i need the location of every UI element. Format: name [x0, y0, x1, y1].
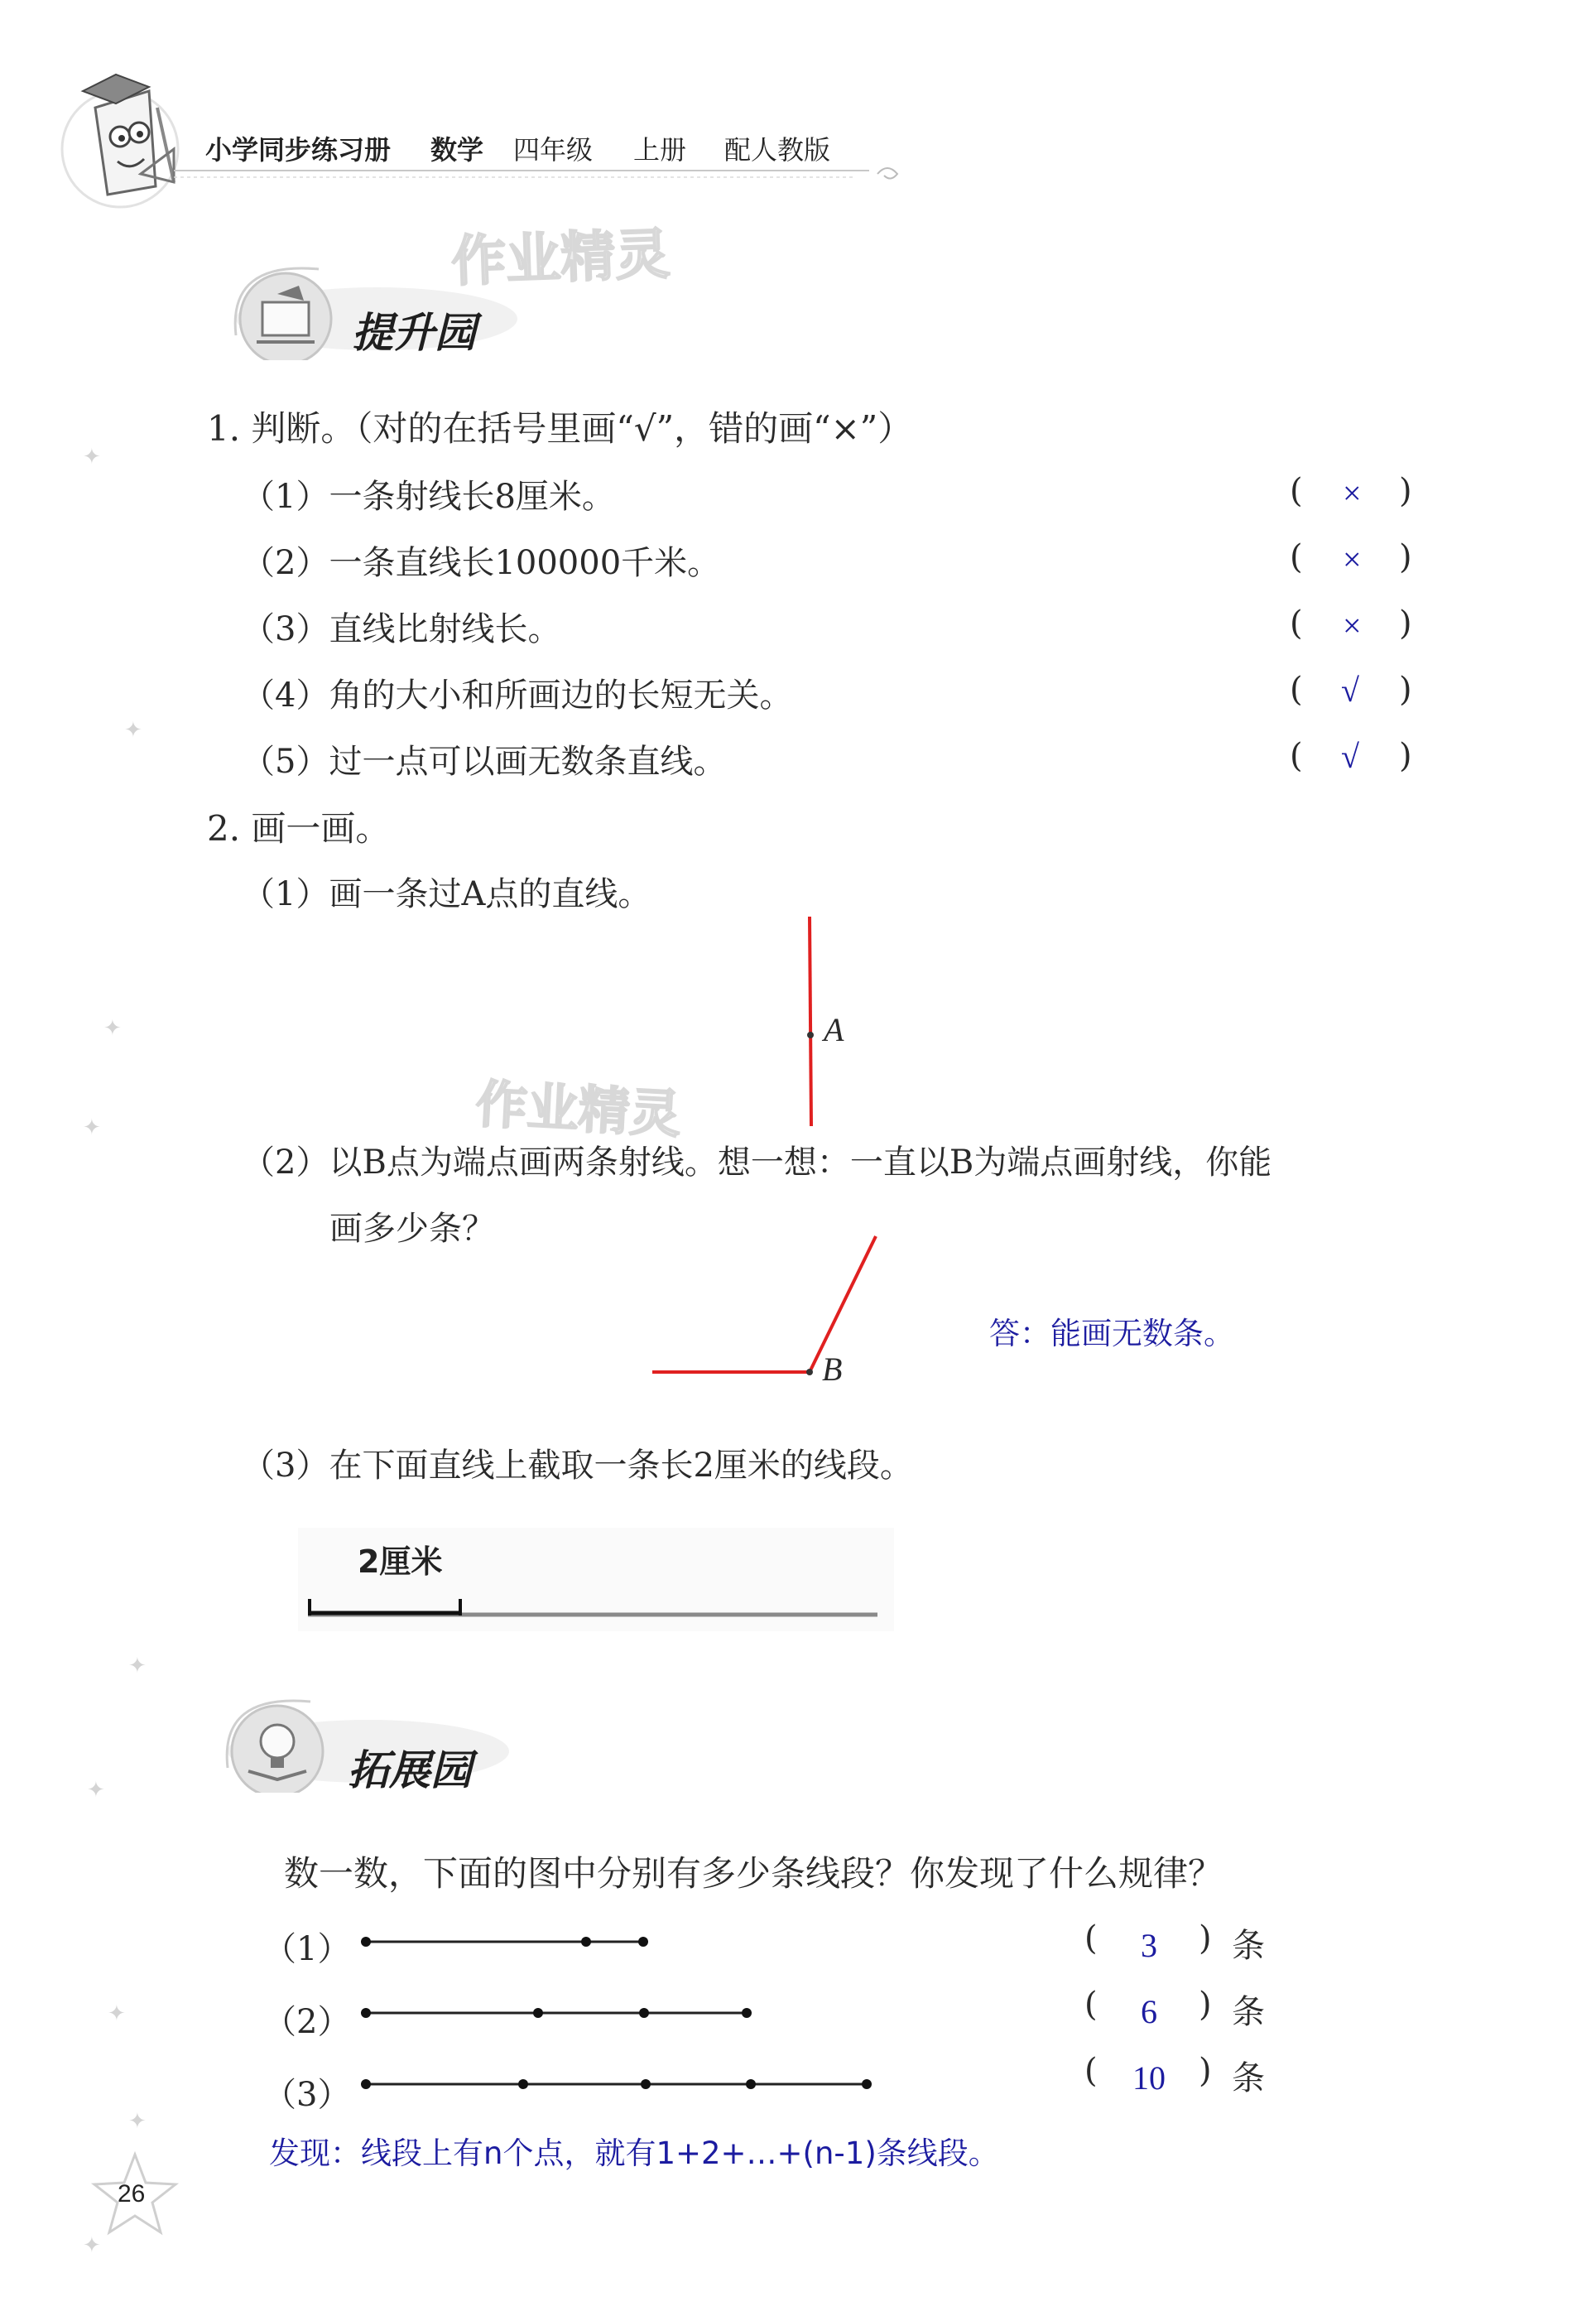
q1-answer-3[interactable]: × [1343, 607, 1362, 644]
finding-text[interactable]: 发现：线段上有n个点，就有1+2+…+(n-1)条线段。 [269, 2135, 999, 2171]
q2-part-1: （1）画一条过A点的直线。 [242, 875, 651, 913]
row-label: （2） [263, 2003, 351, 2041]
q1-answer-4[interactable]: √ [1341, 672, 1359, 709]
q2-prompt: 2. 画一画。 [207, 808, 391, 849]
grade-label: 四年级 [513, 134, 594, 166]
svg-text:✦: ✦ [83, 2233, 101, 2252]
watermark: 作业精灵 [449, 222, 671, 294]
segment-row-3 [356, 2072, 877, 2097]
svg-text:✦: ✦ [87, 1778, 105, 1803]
row-label: （3） [263, 2076, 351, 2114]
q1-answer-1[interactable]: × [1343, 474, 1362, 512]
row-1-answer[interactable]: 3 [1141, 1927, 1157, 1964]
svg-text:✦: ✦ [128, 1654, 147, 1678]
svg-text:✦: ✦ [83, 445, 101, 469]
q1-answer-5[interactable]: √ [1341, 738, 1359, 775]
paren-close: ) [1199, 2052, 1212, 2090]
page-number: 26 [118, 2180, 146, 2208]
q1-item-2: （2）一条直线长100000千米。 [242, 544, 721, 582]
counting-prompt: 数一数，下面的图中分别有多少条线段？你发现了什么规律？ [284, 1853, 1223, 1894]
watermark: 作业精灵 [474, 1073, 683, 1145]
unit-label: 条 [1232, 1993, 1265, 2031]
paren-close: ) [1399, 472, 1412, 510]
paren-open: ( [1290, 604, 1303, 643]
volume-label: 上册 [633, 134, 687, 166]
q1-item-3: （3）直线比射线长。 [242, 610, 561, 648]
paren-open: ( [1084, 2052, 1098, 2090]
point-a-label: A [824, 1011, 844, 1048]
segment-label: 2厘米 [358, 1543, 443, 1580]
paren-open: ( [1084, 1919, 1098, 1957]
q2-answer[interactable]: 答：能画无数条。 [989, 1316, 1234, 1351]
section-title: 拓展园 [348, 1745, 472, 1794]
header-rule [174, 162, 919, 195]
segment-row-1 [356, 1929, 662, 1954]
svg-text:✦: ✦ [103, 1016, 122, 1041]
paren-open: ( [1290, 671, 1303, 709]
paren-close: ) [1199, 1986, 1212, 2024]
q1-prompt: 1. 判断。（对的在括号里画“√”，错的画“×”） [207, 408, 913, 449]
paren-open: ( [1290, 538, 1303, 576]
decorative-stars [66, 431, 149, 2252]
row-2-answer[interactable]: 6 [1141, 1993, 1157, 2030]
rays-from-b [646, 1230, 894, 1383]
row-3-answer[interactable]: 10 [1132, 2059, 1166, 2097]
book-title: 小学同步练习册 [205, 134, 392, 166]
paren-close: ) [1399, 671, 1412, 709]
q1-answer-2[interactable]: × [1343, 541, 1362, 578]
q1-item-4: （4）角的大小和所画边的长短无关。 [242, 677, 793, 715]
q1-item-5: （5）过一点可以画无数条直线。 [242, 743, 727, 781]
q2-part-2-line1: （2）以B点为端点画两条射线。想一想：一直以B为端点画射线，你能 [242, 1144, 1272, 1182]
svg-text:✦: ✦ [124, 718, 142, 743]
svg-text:✦: ✦ [83, 1115, 101, 1140]
row-label: （1） [263, 1930, 351, 1968]
pencil-mascot-icon [58, 58, 182, 215]
paren-close: ) [1399, 737, 1412, 775]
paren-close: ) [1399, 604, 1412, 643]
paren-close: ) [1199, 1919, 1212, 1957]
segment-row-2 [356, 2001, 753, 2025]
paren-open: ( [1290, 737, 1303, 775]
svg-text:✦: ✦ [128, 2109, 147, 2134]
q2-part-3: （3）在下面直线上截取一条长2厘米的线段。 [242, 1447, 913, 1485]
unit-label: 条 [1232, 1927, 1265, 1965]
section-title: 提升园 [352, 308, 476, 357]
edition-label: 配人教版 [724, 134, 831, 166]
paren-close: ) [1399, 538, 1412, 576]
paren-open: ( [1290, 472, 1303, 510]
subject-label: 数学 [430, 134, 484, 166]
point-b-label: B [822, 1351, 843, 1388]
q2-part-2-line2: 画多少条？ [329, 1210, 495, 1248]
unit-label: 条 [1232, 2059, 1265, 2097]
paren-open: ( [1084, 1986, 1098, 2024]
q1-item-1: （1）一条射线长8厘米。 [242, 478, 615, 516]
svg-text:✦: ✦ [108, 2001, 126, 2026]
